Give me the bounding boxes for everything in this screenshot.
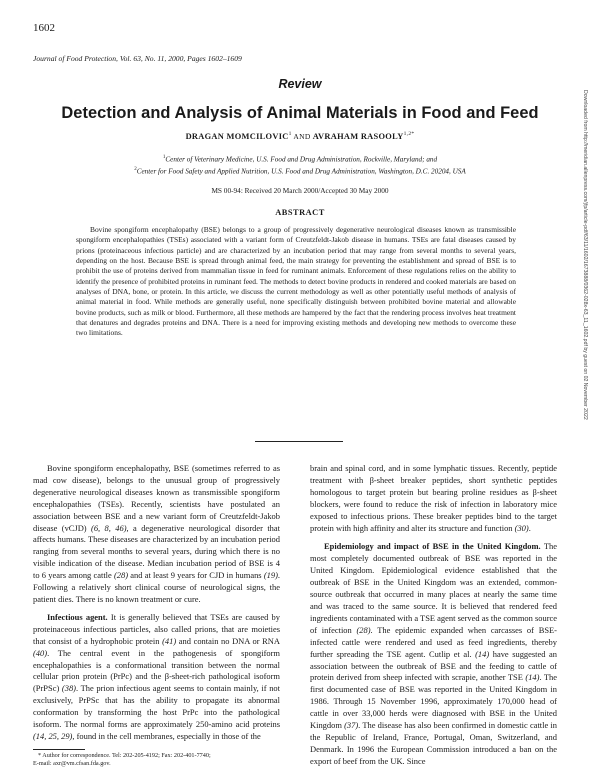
journal-citation: Journal of Food Protection, Vol. 63, No. 11, 2000, Pages 1602–1609 xyxy=(33,54,242,63)
citation: (38) xyxy=(61,683,76,694)
footnote-email: E-mail: axr@vm.cfsan.fda.gov. xyxy=(33,759,111,767)
affiliation-2 xyxy=(0,167,600,175)
article-title: Detection and Analysis of Animal Materials in Food and Feed xyxy=(61,104,539,122)
citation: (6, 8, 46) xyxy=(91,522,127,533)
affiliation-text: Center of Veterinary Medicine, U.S. Food and Drug Administration, Rockville, Maryland; and xyxy=(165,155,438,164)
citation: (14) xyxy=(525,672,540,683)
correspondence-footnote xyxy=(33,752,280,767)
citation: (41) xyxy=(162,635,177,646)
citation: (28) xyxy=(114,570,129,581)
body-column-right xyxy=(310,463,557,768)
paragraph-lead-heading: Epidemiology and impact of BSE in the United Kingdom. xyxy=(324,541,541,552)
page-number: 1602 xyxy=(33,22,55,34)
section-label: Review xyxy=(278,77,322,91)
author-line xyxy=(0,131,600,141)
citation: (14, 25, 29) xyxy=(33,730,73,741)
section-divider xyxy=(255,441,343,442)
affiliation-text: Center for Food Safety and Applied Nutrition, U.S. Food and Drug Administration, Washington, D.C. 20204, USA xyxy=(136,167,466,176)
paragraph-lead-heading: Infectious agent. xyxy=(47,611,108,622)
author-name: AVRAHAM RASOOLY xyxy=(312,131,404,141)
download-watermark xyxy=(582,90,592,630)
body-paragraph: brain and spinal cord, and in some lymphatic tissues. Recently, peptide treatment with β-sheet breaker peptides, short synthetic peptides homologous to target protein but bearing proline residues as β-sheet blockers, were found to reduce the risk of infection in laboratory mice exposed to infectious prions. These breaker peptides bind to the target protein with high affinity and alter its structure and function (30). xyxy=(310,463,557,533)
affiliation-mark: 2 xyxy=(134,167,137,172)
body-column-left xyxy=(33,463,280,743)
author-conjunction: AND xyxy=(291,131,313,141)
author-affiliation-mark: 1 xyxy=(288,131,292,137)
citation: (37) xyxy=(344,720,359,731)
abstract-text: Bovine spongiform encephalopathy (BSE) belongs to a group of progressively degenerative neurological diseases known as transmissible spongiform encephalopathies (TSEs) associated with a variant form of Creutzfeldt-Jakob disease in humans. TSEs are fatal diseases caused by prions (proteinaceous infectious particle) and are characterized by an incubation period that may range from several months to several years, depending on the host. Because BSE is spread through animal feed, the main strategy for preventing the establishment and spread of BSE is to prohibit the use of proteins derived from mammalian tissue in feed for ruminant animals. Enforcement of these regulations relies on the ability to identify the presence of prohibited proteins in ruminant feed. The methods to detect bovine products in rendered and cooked materials are based on analyses of DNA, bone, or protein. In this article, we discuss the current methodology as well as other potentially useful methods of analysis of animal material in food. While methods are generally useful, none specifically distinguish between prohibited bovine material and allowable bovine products, such as milk or blood. Furthermore, all these methods are hampered by the fact that the rendering process involves heat treatment that denatures and degrades proteins and DNA. There is a need for improving existing methods and developing new methods to overcome these two limitations. xyxy=(76,225,516,338)
manuscript-dates: MS 00-94: Received 20 March 2000/Accepted 30 May 2000 xyxy=(211,186,389,195)
affiliation-1 xyxy=(0,155,600,163)
footnote-rule xyxy=(33,749,85,750)
author-affiliation-mark: 1,2* xyxy=(403,131,415,137)
download-notice-text: Downloaded from http://meridian.allenpress.com/jfp/article-pdf/63/11/1602/1673888/0362-028x-63_11_1602.pdf by guest on 02 November 2022 xyxy=(582,90,588,420)
affiliation-mark: 1 xyxy=(162,155,166,160)
citation: (40) xyxy=(33,647,48,658)
footnote-line: * Author for correspondence. Tel: 202-205-4192; Fax: 202-401-7740; xyxy=(38,752,211,759)
body-paragraph: Epidemiology and impact of BSE in the United Kingdom. The most completely documented outbreak of BSE was reported in the United Kingdom. Epidemiological evidence established that the outbreak of BSE in the United Kingdom was an extended, common-source outbreak that occurred in many places at nearly the same time and was traced to the same source. It is believed that rendered feed ingredients contaminated with a TSE agent served as the common source of infection (28). The epidemic expanded when carcasses of BSE-infected cattle were rendered and used as feed ingredients, thereby further spreading the TSE agent. Cutlip et al. (14) have suggested an association between the outbreak of BSE and the feeding to cattle of protein derived from sheep infected with scrapie, another TSE (14). The first documented case of BSE was reported in the United Kingdom in 1986. Through 15 November 1996, approximately 170,000 head of cattle in over 33,000 herds were diagnosed with BSE in the United Kingdom (37). The disease has also been confirmed in domestic cattle in the Republic of Ireland, France, Portugal, Oman, Switzerland, and Denmark. In 1996 the European Commission introduced a ban on the export of beef from the UK. Since xyxy=(310,541,557,766)
citation: (28) xyxy=(356,624,371,635)
body-paragraph: Infectious agent. It is generally believed that TSEs are caused by proteinaceous infectious particles, also called prions, that are moieties that consist of a hydrophobic protein (41) and contain no DNA or RNA (40). The central event in the pathogenesis of spongiform encephalopathies is a conformational transition between the normal cellular prion protein (PrPc) and the β-sheet-rich pathological isoform (PrPSc) (38). The prion infectious agent seems to contain mainly, if not exclusively, PrPSc that has the ability to propagate its abnormal conformation by transforming the host PrPc into the pathological isoform. The normal forms are approximately 250-amino acid proteins (14, 25, 29), found in the cell membranes, especially in those of the xyxy=(33,611,280,741)
citation: (19) xyxy=(263,570,278,581)
abstract-heading: ABSTRACT xyxy=(275,208,325,217)
body-paragraph: Bovine spongiform encephalopathy, BSE (sometimes referred to as mad cow disease), belongs to the unusual group of progressively degenerative neurological diseases known as transmissible spongiform encephalopathies (TSEs). Recently, scientists have postulated an association between BSE and a new variant form of Creutzfeldt-Jakob disease (vCJD) (6, 8, 46), a degenerative neurological disorder that affects humans. These diseases are characterized by an incubation period ranging from several months to several years, during which there is no visible indication of the disease. Median incubation period of BSE is 4 to 6 years among cattle (28) and at least 9 years for CJD in humans (19). Following a relatively short clinical course of neurological signs, the patient dies. There is no known treatment or cure. xyxy=(33,463,280,604)
citation: (14) xyxy=(475,648,490,659)
citation: (30) xyxy=(514,522,529,533)
author-name: DRAGAN MOMCILOVIC xyxy=(185,131,289,141)
